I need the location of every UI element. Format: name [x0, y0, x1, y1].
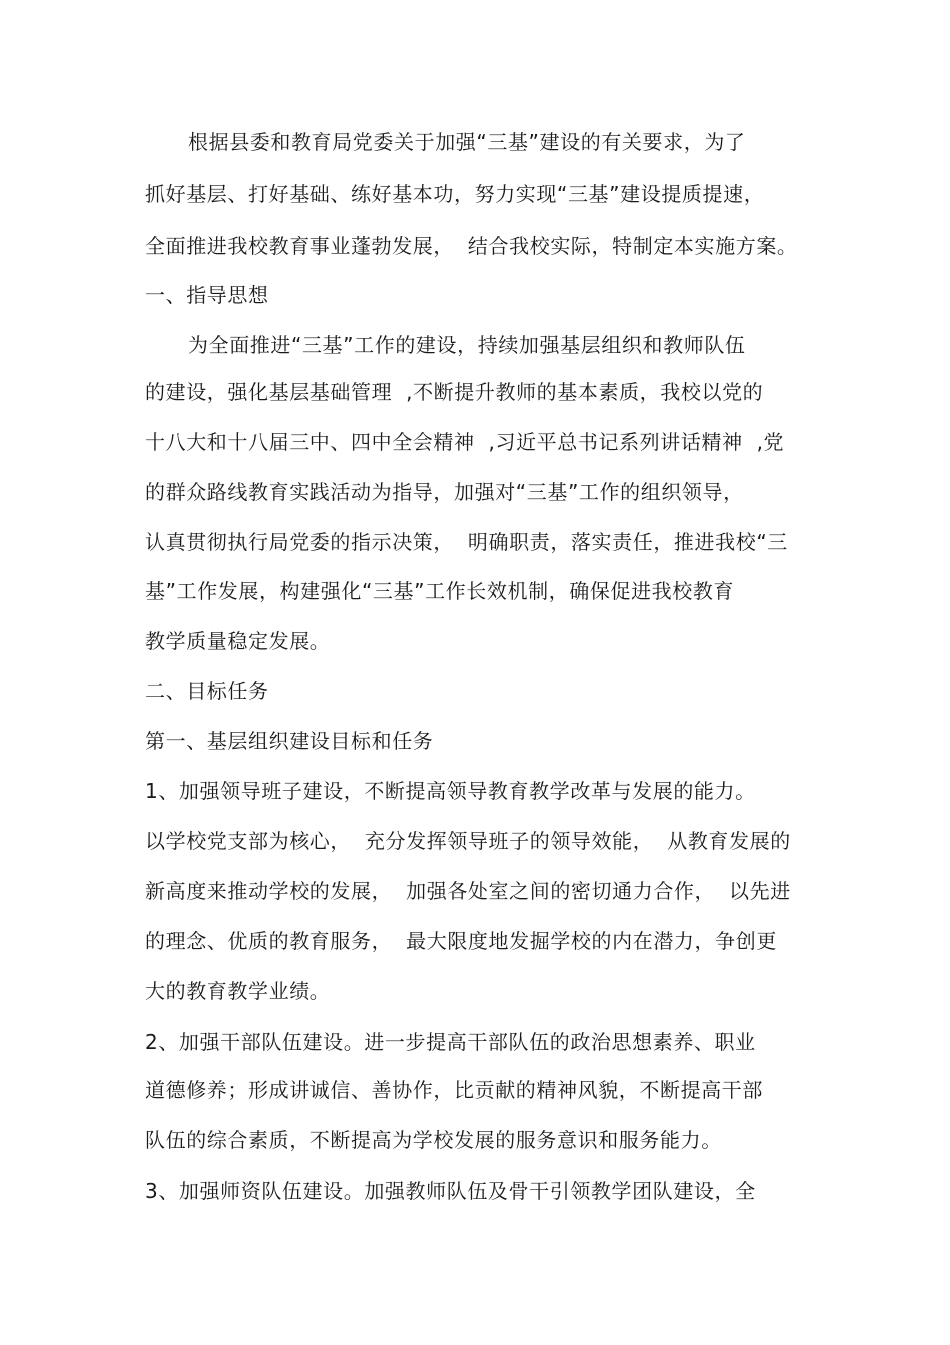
paragraph-line: 基”工作发展，构建强化“三基”工作长效机制，确保促进我校教育 — [145, 579, 735, 603]
paragraph-line: 根据县委和教育局党委关于加强“三基”建设的有关要求，为了 — [188, 130, 746, 154]
paragraph-line: 为全面推进“三基”工作的建设，持续加强基层组织和教师队伍 — [188, 333, 746, 357]
paragraph-line: 3、加强师资队伍建设。加强教师队伍及骨干引领教学团队建设，全 — [145, 1179, 756, 1203]
paragraph-line: 以学校党支部为核心， 充分发挥领导班子的领导效能， 从教育发展的 — [145, 829, 791, 853]
paragraph-line: 认真贯彻执行局党委的指示决策， 明确职责，落实责任，推进我校“三 — [145, 530, 788, 554]
paragraph-line: 队伍的综合素质，不断提高为学校发展的服务意识和服务能力。 — [145, 1128, 722, 1152]
paragraph-line: 全面推进我校教育事业蓬勃发展， 结合我校实际，特制定本实施方案。 — [145, 234, 798, 258]
paragraph-line: 大的教育教学业绩。 — [145, 979, 331, 1003]
paragraph-line: 1、加强领导班子建设，不断提高领导教育教学改革与发展的能力。 — [145, 779, 756, 803]
paragraph-line: 的理念、优质的教育服务， 最大限度地发掘学校的内在潜力，争创更 — [145, 929, 777, 953]
paragraph-line: 的建设，强化基层基础管理 ,不断提升教师的基本素质，我校以党的 — [145, 380, 764, 404]
paragraph-line: 2、加强干部队伍建设。进一步提高干部队伍的政治思想素养、职业 — [145, 1030, 756, 1054]
paragraph-line: 十八大和十八届三中、四中全会精神 ,习近平总书记系列讲话精神 ,党 — [145, 430, 785, 454]
section-heading: 一、指导思想 — [145, 283, 269, 307]
section-heading: 二、目标任务 — [145, 679, 269, 703]
paragraph-line: 道德修养；形成讲诚信、善协作，比贡献的精神风貌，不断提高干部 — [145, 1078, 763, 1102]
subsection-heading: 第一、基层组织建设目标和任务 — [145, 729, 434, 753]
paragraph-line: 新高度来推动学校的发展， 加强各处室之间的密切通力合作， 以先进 — [145, 879, 791, 903]
paragraph-line: 抓好基层、打好基础、练好基本功，努力实现“三基”建设提质提速， — [145, 182, 765, 206]
paragraph-line: 的群众路线教育实践活动为指导，加强对“三基”工作的组织领导， — [145, 480, 744, 504]
paragraph-line: 教学质量稳定发展。 — [145, 629, 331, 653]
